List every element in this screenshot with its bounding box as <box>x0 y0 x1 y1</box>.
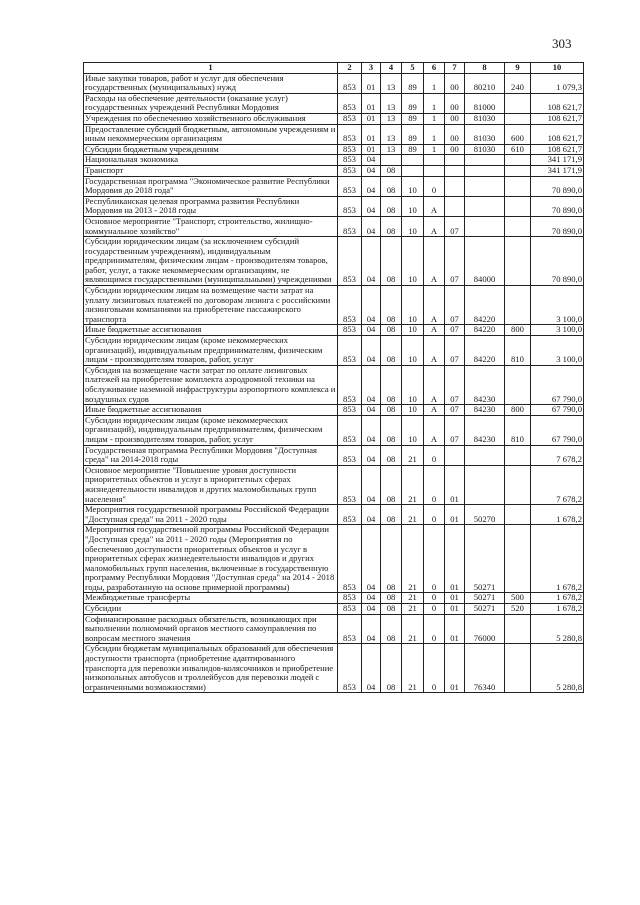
cell-amount: 7 678,2 <box>531 465 584 504</box>
cell-direction: 84220 <box>465 325 505 336</box>
cell-expense-type <box>505 614 531 644</box>
cell-event: 00 <box>445 124 465 144</box>
cell-event: 01 <box>445 525 465 593</box>
cell-subsection: 08 <box>381 336 402 366</box>
cell-event: 07 <box>445 237 465 286</box>
row-name: Республиканская целевая программа развития Республики Мордовия на 2013 - 2018 годы <box>84 196 338 216</box>
cell-subprogram: А <box>424 405 445 416</box>
cell-admin: 853 <box>338 155 362 166</box>
cell-admin: 853 <box>338 216 362 236</box>
cell-amount: 108 621,7 <box>531 124 584 144</box>
cell-amount: 67 790,0 <box>531 415 584 445</box>
cell-program: 21 <box>402 593 424 604</box>
cell-subsection: 08 <box>381 465 402 504</box>
cell-section: 04 <box>362 155 381 166</box>
cell-subprogram: А <box>424 336 445 366</box>
table-row <box>84 286 584 325</box>
table-row <box>84 644 584 693</box>
cell-direction: 81000 <box>465 93 505 113</box>
row-name: Софинансирование расходных обязательств, возникающих при выполнении полномочий органов местного самоуправления по вопросам местного значения <box>84 614 338 644</box>
cell-subsection: 08 <box>381 415 402 445</box>
cell-section: 04 <box>362 525 381 593</box>
cell-section: 04 <box>362 176 381 196</box>
row-name: Государственная программа Республики Мордовия "Доступная среда" на 2014-2018 годы <box>84 445 338 465</box>
cell-admin: 853 <box>338 237 362 286</box>
cell-program: 21 <box>402 445 424 465</box>
cell-section: 01 <box>362 124 381 144</box>
cell-subprogram: А <box>424 237 445 286</box>
row-name: Иные бюджетные ассигнования <box>84 325 338 336</box>
cell-amount: 341 171,9 <box>531 165 584 176</box>
cell-direction: 84000 <box>465 237 505 286</box>
cell-subsection: 08 <box>381 644 402 693</box>
cell-section: 04 <box>362 365 381 404</box>
cell-subprogram: А <box>424 216 445 236</box>
table-row <box>84 165 584 176</box>
cell-expense-type: 800 <box>505 405 531 416</box>
cell-subsection: 08 <box>381 445 402 465</box>
cell-subprogram: 0 <box>424 505 445 525</box>
cell-admin: 853 <box>338 325 362 336</box>
cell-admin: 853 <box>338 604 362 615</box>
cell-subsection: 08 <box>381 525 402 593</box>
cell-subsection: 08 <box>381 325 402 336</box>
cell-section: 04 <box>362 465 381 504</box>
cell-subsection: 13 <box>381 113 402 124</box>
cell-subsection: 08 <box>381 593 402 604</box>
budget-table <box>83 62 584 693</box>
cell-section: 04 <box>362 445 381 465</box>
cell-section: 04 <box>362 405 381 416</box>
cell-amount: 1 678,2 <box>531 604 584 615</box>
cell-admin: 853 <box>338 165 362 176</box>
cell-event: 01 <box>445 614 465 644</box>
cell-subsection <box>381 155 402 166</box>
cell-subsection: 08 <box>381 505 402 525</box>
cell-amount: 108 621,7 <box>531 144 584 155</box>
cell-section: 04 <box>362 237 381 286</box>
cell-amount: 3 100,0 <box>531 325 584 336</box>
table-row <box>84 196 584 216</box>
row-name: Межбюджетные трансферты <box>84 593 338 604</box>
cell-program: 21 <box>402 505 424 525</box>
cell-expense-type <box>505 176 531 196</box>
cell-program: 89 <box>402 113 424 124</box>
cell-admin: 853 <box>338 286 362 325</box>
cell-section: 04 <box>362 644 381 693</box>
cell-expense-type <box>505 196 531 216</box>
row-name: Расходы на обеспечение деятельности (оказание услуг) государственных учреждений Республики Мордовия <box>84 93 338 113</box>
cell-subprogram <box>424 155 445 166</box>
cell-expense-type <box>505 505 531 525</box>
table-row <box>84 237 584 286</box>
cell-subprogram: 1 <box>424 93 445 113</box>
cell-expense-type: 800 <box>505 325 531 336</box>
cell-admin: 853 <box>338 644 362 693</box>
cell-subprogram: 0 <box>424 614 445 644</box>
cell-subprogram: 0 <box>424 176 445 196</box>
row-name: Субсидии <box>84 604 338 615</box>
cell-expense-type <box>505 365 531 404</box>
cell-program: 21 <box>402 604 424 615</box>
cell-amount: 70 890,0 <box>531 176 584 196</box>
cell-direction: 76000 <box>465 614 505 644</box>
cell-subsection: 08 <box>381 216 402 236</box>
row-name: Субсидии бюджетным учреждениям <box>84 144 338 155</box>
cell-subprogram: 0 <box>424 604 445 615</box>
cell-program: 21 <box>402 525 424 593</box>
table-row <box>84 445 584 465</box>
cell-event <box>445 155 465 166</box>
cell-amount: 70 890,0 <box>531 216 584 236</box>
cell-amount: 67 790,0 <box>531 405 584 416</box>
cell-admin: 853 <box>338 113 362 124</box>
cell-section: 04 <box>362 336 381 366</box>
table-row <box>84 614 584 644</box>
cell-subsection: 13 <box>381 124 402 144</box>
cell-section: 01 <box>362 73 381 93</box>
cell-expense-type <box>505 445 531 465</box>
table-row <box>84 505 584 525</box>
cell-amount: 341 171,9 <box>531 155 584 166</box>
cell-subprogram: А <box>424 196 445 216</box>
cell-subprogram: 0 <box>424 465 445 504</box>
cell-direction <box>465 176 505 196</box>
cell-section: 04 <box>362 216 381 236</box>
cell-subsection: 08 <box>381 286 402 325</box>
cell-program: 10 <box>402 176 424 196</box>
column-header: 8 <box>465 63 505 74</box>
row-name: Мероприятия государственной программы Российской Федерации "Доступная среда" на 2011 - 2020 годы <box>84 505 338 525</box>
cell-subsection: 13 <box>381 73 402 93</box>
table-row <box>84 525 584 593</box>
cell-section: 01 <box>362 144 381 155</box>
cell-direction <box>465 216 505 236</box>
cell-amount: 7 678,2 <box>531 445 584 465</box>
column-header: 9 <box>505 63 531 74</box>
cell-subsection: 08 <box>381 604 402 615</box>
cell-event: 07 <box>445 336 465 366</box>
row-name: Мероприятия государственной программы Российской Федерации "Доступная среда" на 2011 - 2020 годы (Мероприятия по обеспечению доступности приоритетных объектов и услуг в приоритетных сферах жизнедеятельности инвалидов и других маломобильных групп населения, включенные в государственную программу Республики Мордовия "Доступная среда" на 2014 - 2018 годы, разработанную на основе примерной программы) <box>84 525 338 593</box>
cell-section: 04 <box>362 196 381 216</box>
table-row <box>84 325 584 336</box>
cell-amount: 5 280,8 <box>531 614 584 644</box>
cell-expense-type <box>505 155 531 166</box>
cell-direction: 84220 <box>465 286 505 325</box>
cell-event: 00 <box>445 113 465 124</box>
cell-program: 10 <box>402 196 424 216</box>
column-header: 6 <box>424 63 445 74</box>
row-name: Субсидии бюджетам муниципальных образований для обеспечения доступности транспорта (приобретение адаптированного транспорта для перевозки инвалидов-колясочников и приобретение низкопольных автобусов и троллейбусов для перевозки людей с ограниченными возможностями) <box>84 644 338 693</box>
table-row <box>84 176 584 196</box>
row-name: Субсидии юридическим лицам на возмещение части затрат на уплату лизинговых платежей по договорам лизинга с российскими лизинговыми компаниями на приобретение пассажирского транспорта <box>84 286 338 325</box>
cell-event: 00 <box>445 73 465 93</box>
cell-admin: 853 <box>338 465 362 504</box>
cell-amount: 1 678,2 <box>531 525 584 593</box>
cell-subsection: 08 <box>381 196 402 216</box>
cell-subprogram: 0 <box>424 644 445 693</box>
cell-direction <box>465 165 505 176</box>
cell-admin: 853 <box>338 365 362 404</box>
cell-expense-type: 500 <box>505 593 531 604</box>
cell-subprogram: 1 <box>424 113 445 124</box>
cell-program: 89 <box>402 73 424 93</box>
row-name: Субсидии юридическим лицам (кроме некоммерческих организаций), индивидуальным предпринимателям, физическим лицам - производителям товаров, работ, услуг <box>84 336 338 366</box>
cell-program <box>402 155 424 166</box>
cell-event: 07 <box>445 415 465 445</box>
cell-direction: 84220 <box>465 336 505 366</box>
row-name: Предоставление субсидий бюджетным, автономным учреждениям и иным некоммерческим организациям <box>84 124 338 144</box>
row-name: Субсидия на возмещение части затрат по оплате лизинговых платежей на приобретение комплекта аэродромной техники на обслуживание наземной инфраструктуры аэропортного комплекса и воздушных судов <box>84 365 338 404</box>
cell-program: 10 <box>402 365 424 404</box>
cell-event: 07 <box>445 286 465 325</box>
cell-amount: 108 621,7 <box>531 113 584 124</box>
cell-subsection: 08 <box>381 614 402 644</box>
table-row <box>84 155 584 166</box>
cell-direction: 84230 <box>465 415 505 445</box>
cell-section: 04 <box>362 286 381 325</box>
cell-admin: 853 <box>338 124 362 144</box>
cell-subprogram: 0 <box>424 593 445 604</box>
cell-direction: 76340 <box>465 644 505 693</box>
row-name: Национальная экономика <box>84 155 338 166</box>
cell-subprogram <box>424 165 445 176</box>
cell-program: 10 <box>402 405 424 416</box>
cell-subsection: 08 <box>381 176 402 196</box>
cell-admin: 853 <box>338 405 362 416</box>
cell-expense-type: 810 <box>505 336 531 366</box>
cell-program: 21 <box>402 614 424 644</box>
cell-expense-type <box>505 465 531 504</box>
cell-subprogram: А <box>424 325 445 336</box>
table-row <box>84 144 584 155</box>
cell-admin: 853 <box>338 593 362 604</box>
cell-amount: 67 790,0 <box>531 365 584 404</box>
cell-section: 04 <box>362 505 381 525</box>
cell-admin: 853 <box>338 614 362 644</box>
cell-expense-type: 810 <box>505 415 531 445</box>
table-row <box>84 113 584 124</box>
table-row <box>84 336 584 366</box>
cell-expense-type <box>505 525 531 593</box>
cell-subsection: 08 <box>381 405 402 416</box>
cell-program: 10 <box>402 286 424 325</box>
column-header: 10 <box>531 63 584 74</box>
cell-program: 10 <box>402 216 424 236</box>
cell-expense-type <box>505 165 531 176</box>
cell-subsection: 08 <box>381 165 402 176</box>
cell-subprogram: А <box>424 286 445 325</box>
cell-section: 04 <box>362 415 381 445</box>
cell-amount: 3 100,0 <box>531 336 584 366</box>
row-name: Основное мероприятие "Транспорт, строительство, жилищно-коммунальное хозяйство" <box>84 216 338 236</box>
cell-subprogram: А <box>424 365 445 404</box>
cell-section: 04 <box>362 593 381 604</box>
column-header: 1 <box>84 63 338 74</box>
cell-subprogram: 1 <box>424 124 445 144</box>
cell-expense-type: 240 <box>505 73 531 93</box>
cell-admin: 853 <box>338 73 362 93</box>
cell-admin: 853 <box>338 415 362 445</box>
cell-direction <box>465 465 505 504</box>
cell-event: 01 <box>445 465 465 504</box>
cell-program: 10 <box>402 325 424 336</box>
row-name: Субсидии юридическим лицам (кроме некоммерческих организаций), индивидуальным предпринимателям, физическим лицам - производителям товаров, работ, услуг <box>84 415 338 445</box>
column-header: 5 <box>402 63 424 74</box>
row-name: Учреждения по обеспечению хозяйственного обслуживания <box>84 113 338 124</box>
row-name: Транспорт <box>84 165 338 176</box>
cell-amount: 3 100,0 <box>531 286 584 325</box>
cell-program: 21 <box>402 465 424 504</box>
cell-event: 07 <box>445 365 465 404</box>
cell-event <box>445 445 465 465</box>
cell-event: 07 <box>445 325 465 336</box>
cell-expense-type <box>505 93 531 113</box>
cell-admin: 853 <box>338 93 362 113</box>
cell-direction <box>465 196 505 216</box>
header-row <box>84 63 584 74</box>
cell-direction: 84230 <box>465 365 505 404</box>
table-row <box>84 124 584 144</box>
table-row <box>84 593 584 604</box>
row-name: Иные закупки товаров, работ и услуг для обеспечения государственных (муниципальных) нужд <box>84 73 338 93</box>
cell-direction: 50271 <box>465 604 505 615</box>
cell-expense-type <box>505 113 531 124</box>
cell-program: 10 <box>402 237 424 286</box>
table-row <box>84 415 584 445</box>
cell-direction: 50270 <box>465 505 505 525</box>
cell-expense-type <box>505 286 531 325</box>
cell-direction <box>465 445 505 465</box>
cell-section: 01 <box>362 113 381 124</box>
cell-event <box>445 196 465 216</box>
cell-event: 00 <box>445 144 465 155</box>
table-row <box>84 405 584 416</box>
cell-amount: 70 890,0 <box>531 237 584 286</box>
cell-amount: 1 678,2 <box>531 505 584 525</box>
row-name: Государственная программа "Экономическое развитие Республики Мордовия до 2018 года" <box>84 176 338 196</box>
row-name: Субсидии юридическим лицам (за исключением субсидий государственным учреждениям), индивидуальным предпринимателям, физическим лицам - производителям товаров, работ, услуг, а также некоммерческим организациям, не являющимся государственными (муниципальными) учреждениями <box>84 237 338 286</box>
cell-direction: 81030 <box>465 144 505 155</box>
cell-subsection: 08 <box>381 365 402 404</box>
cell-section: 04 <box>362 325 381 336</box>
cell-expense-type: 600 <box>505 124 531 144</box>
cell-subprogram: А <box>424 415 445 445</box>
cell-direction: 81030 <box>465 113 505 124</box>
cell-event: 01 <box>445 593 465 604</box>
cell-program: 21 <box>402 644 424 693</box>
cell-amount: 1 678,2 <box>531 593 584 604</box>
cell-direction: 80210 <box>465 73 505 93</box>
table-row <box>84 216 584 236</box>
cell-program: 89 <box>402 144 424 155</box>
cell-amount: 70 890,0 <box>531 196 584 216</box>
cell-amount: 108 621,7 <box>531 93 584 113</box>
table-row <box>84 365 584 404</box>
cell-subprogram: 0 <box>424 445 445 465</box>
cell-expense-type: 610 <box>505 144 531 155</box>
cell-program: 89 <box>402 93 424 113</box>
cell-subsection: 08 <box>381 237 402 286</box>
cell-direction: 81030 <box>465 124 505 144</box>
column-header: 2 <box>338 63 362 74</box>
cell-event: 01 <box>445 644 465 693</box>
cell-subprogram: 1 <box>424 144 445 155</box>
page-number: 303 <box>552 36 572 51</box>
cell-admin: 853 <box>338 196 362 216</box>
cell-section: 04 <box>362 165 381 176</box>
cell-admin: 853 <box>338 445 362 465</box>
cell-expense-type <box>505 216 531 236</box>
table-row <box>84 93 584 113</box>
cell-section: 04 <box>362 604 381 615</box>
cell-event: 00 <box>445 93 465 113</box>
cell-subsection: 13 <box>381 93 402 113</box>
cell-direction: 50271 <box>465 525 505 593</box>
cell-program: 10 <box>402 415 424 445</box>
cell-subprogram: 0 <box>424 525 445 593</box>
cell-expense-type <box>505 237 531 286</box>
cell-admin: 853 <box>338 336 362 366</box>
cell-expense-type: 520 <box>505 604 531 615</box>
column-header: 3 <box>362 63 381 74</box>
table-row <box>84 465 584 504</box>
cell-expense-type <box>505 644 531 693</box>
cell-event <box>445 165 465 176</box>
cell-amount: 5 280,8 <box>531 644 584 693</box>
cell-admin: 853 <box>338 144 362 155</box>
cell-event: 07 <box>445 216 465 236</box>
table-row <box>84 604 584 615</box>
cell-admin: 853 <box>338 176 362 196</box>
cell-subsection: 13 <box>381 144 402 155</box>
cell-program: 89 <box>402 124 424 144</box>
table-row <box>84 73 584 93</box>
row-name: Основное мероприятие "Повышение уровня доступности приоритетных объектов и услуг в приоритетных сферах жизнедеятельности инвалидов и других маломобильных групп населения" <box>84 465 338 504</box>
column-header: 4 <box>381 63 402 74</box>
cell-amount: 1 079,3 <box>531 73 584 93</box>
cell-program: 10 <box>402 336 424 366</box>
cell-subprogram: 1 <box>424 73 445 93</box>
cell-direction: 84230 <box>465 405 505 416</box>
cell-event <box>445 176 465 196</box>
cell-section: 01 <box>362 93 381 113</box>
row-name: Иные бюджетные ассигнования <box>84 405 338 416</box>
cell-direction: 50271 <box>465 593 505 604</box>
cell-direction <box>465 155 505 166</box>
cell-admin: 853 <box>338 525 362 593</box>
cell-section: 04 <box>362 614 381 644</box>
cell-program <box>402 165 424 176</box>
cell-event: 01 <box>445 604 465 615</box>
column-header: 7 <box>445 63 465 74</box>
cell-event: 01 <box>445 505 465 525</box>
cell-admin: 853 <box>338 505 362 525</box>
cell-event: 07 <box>445 405 465 416</box>
